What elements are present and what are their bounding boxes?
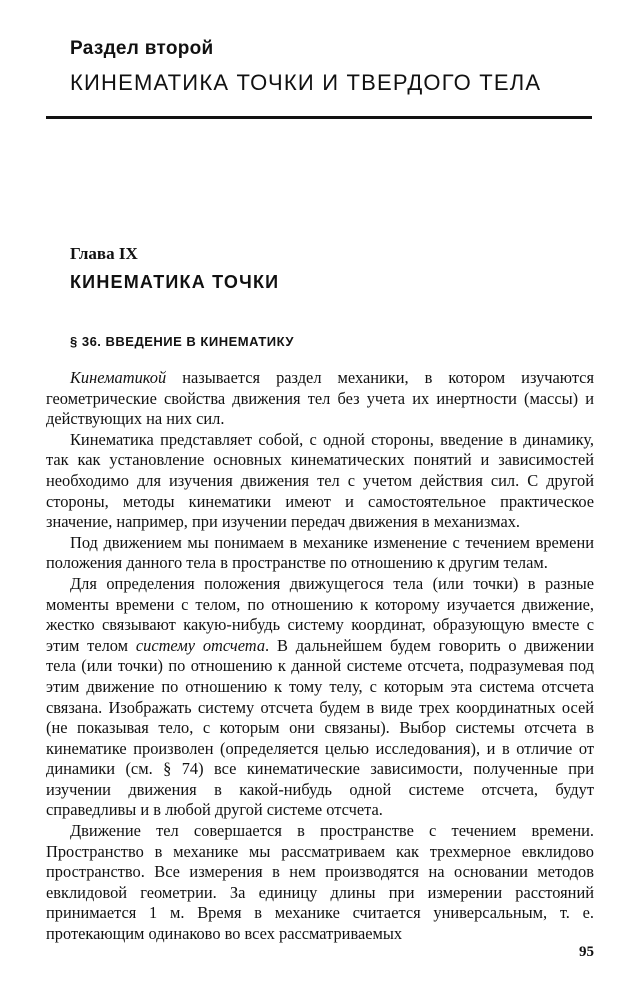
paragraph-5: Движение тел совершается в пространстве с течением времени. Пространство в механике мы рассматриваем как трехмерное евклидово пространство. Все измерения в нем производятся на основании методов евклидовой геометрии. За единицу длины при измерении расстояний принимается 1 м. Время в механике считается универсальным, т. е. протекающим одинаково во всех рассматриваемых [46,821,594,944]
paragraph-4 [46,574,594,821]
part-title: КИНЕМАТИКА ТОЧКИ И ТВЕРДОГО ТЕЛА [70,70,542,95]
page-number: 95 [579,944,594,960]
term-kinematics: Кинематикой [70,368,167,387]
paragraph-1-text: называется раздел механики, в котором изучаются геометрические свойства движения тел без учета их инертности (массы) и действующих на них сил. [46,368,594,429]
paragraph-4-text-b: . В дальнейшем будем говорить о движении тела (или точки) по отношению к данной системе отсчета, подразумевая под этим движение по отношению к тому телу, с которым эта система отсчета связана. Изображать систему отсчета будем в виде трех координатных осей (не показывая тело, с которым они связаны). Выбор системы отсчета в кинематике произволен (определяется целью исследования), и в отличие от динамики (см. § 74) все кинематические зависимости, полученные при изучении движения в какой-нибудь одной системе отсчета, будут справедливы и в любой другой системе отсчета. [46,635,594,820]
body-text [46,368,594,945]
paragraph-3: Под движением мы понимаем в механике изменение с течением времени положения данного тела в пространстве по отношению к другим телам. [46,532,594,573]
chapter-title: КИНЕМАТИКА ТОЧКИ [70,272,280,292]
term-reference-frame: систему отсчета [135,635,266,655]
section-title: § 36. ВВЕДЕНИЕ В КИНЕМАТИКУ [70,334,294,349]
paragraph-2: Кинематика представляет собой, с одной стороны, введение в динамику, так как установление основных кинематических понятий и зависимостей необходимо для изучения движения тел с учетом действия сил. С другой стороны, методы кинематики имеют и самостоятельное практическое значение, например, при изучении передач движения в механизмах. [46,429,594,532]
header-rule [46,116,592,119]
chapter-label: Глава IX [70,244,138,263]
paragraph-1 [46,368,594,430]
part-label: Раздел второй [70,38,214,59]
paragraph-4-text-a: Для определения положения движущегося тела (или точки) в разные моменты времени с телом, по отношению к которому изучается движение, жестко связывают какую-нибудь систему координат, образующую вместе с этим телом [46,573,594,655]
